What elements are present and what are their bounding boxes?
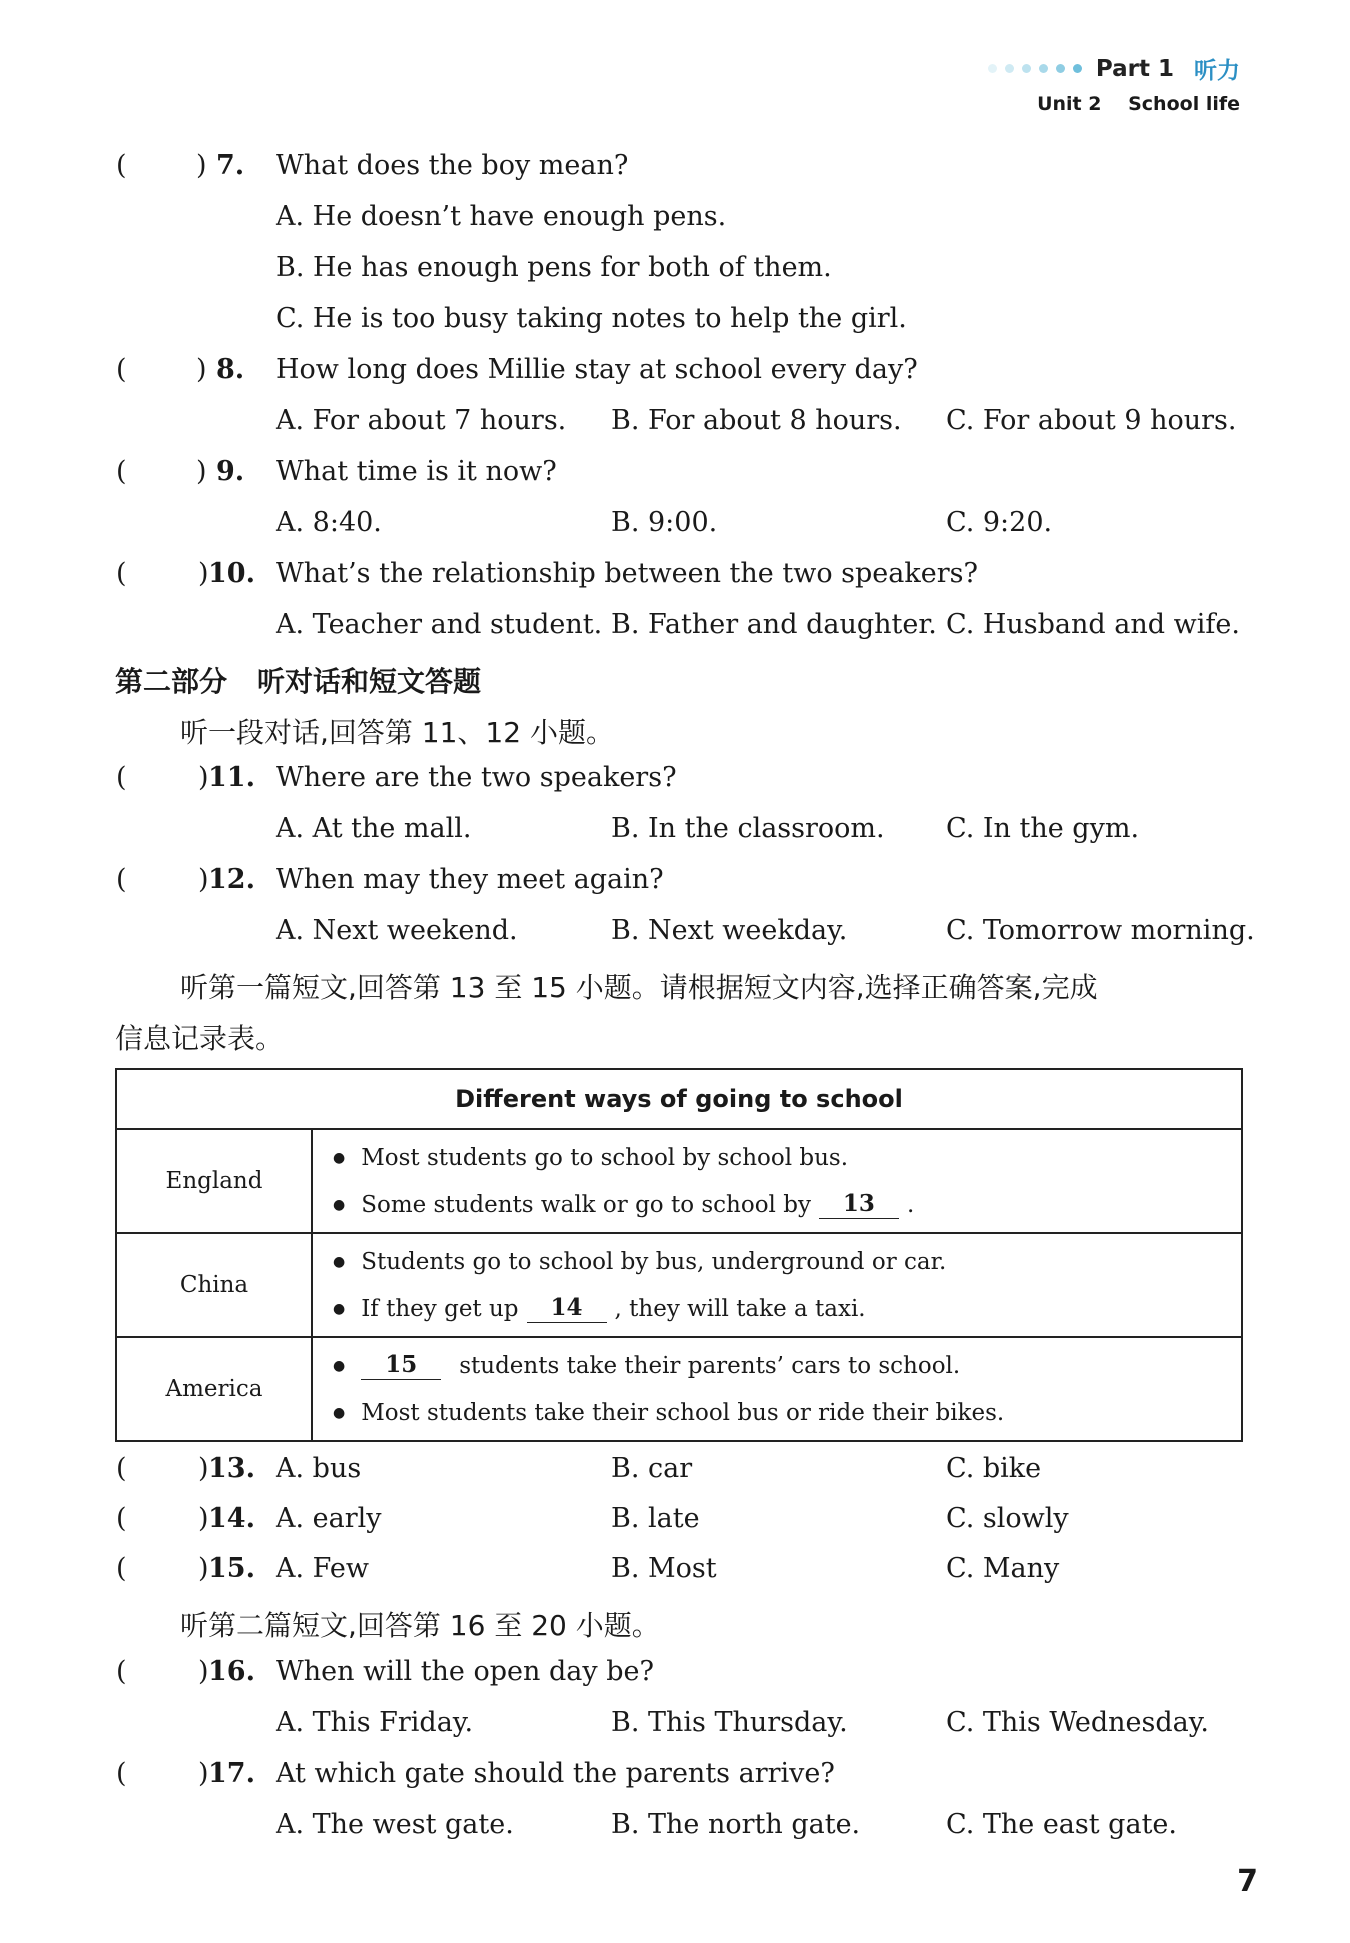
option-a: A. The west gate.: [276, 1809, 514, 1840]
answer-paren-close: ): [198, 864, 209, 895]
option-a: A. early: [276, 1503, 382, 1534]
option-a: A. Teacher and student.: [276, 609, 603, 640]
question-number: 17.: [208, 1758, 255, 1789]
decorative-dots: [988, 64, 1082, 73]
section-heading: 听对话和短文答题: [257, 665, 482, 698]
answer-paren-open: (: [116, 1656, 127, 1687]
section-label: 第二部分: [115, 665, 228, 698]
question-text: What does the boy mean?: [276, 150, 629, 181]
answer-paren-open: (: [116, 864, 127, 895]
bullet-item: [333, 1181, 1221, 1228]
option-c: C. This Wednesday.: [946, 1707, 1209, 1738]
bullet-item: [333, 1342, 1221, 1389]
table-row: [116, 1129, 1242, 1233]
answer-paren-close: ): [196, 354, 207, 385]
answer-paren-close: ): [198, 762, 209, 793]
bullet-text: ● Most students take their school bus or ride their bikes.: [361, 1399, 1005, 1426]
option-b: B. In the classroom.: [611, 813, 885, 844]
bullet-text-tail: , they will take a taxi.: [614, 1295, 866, 1322]
answer-paren-close: ): [198, 1656, 209, 1687]
bullet-text: ● Some students walk or go to school by: [361, 1191, 811, 1218]
option-c: C. Tomorrow morning.: [946, 915, 1255, 946]
header-unit: Unit 2: [1037, 93, 1102, 115]
option-c: C. The east gate.: [946, 1809, 1177, 1840]
country-cell: America: [116, 1337, 312, 1441]
question-number: 9.: [216, 456, 245, 487]
question-text: What time is it now?: [276, 456, 557, 487]
header-unit-title: School life: [1128, 93, 1240, 115]
option-c: C. Many: [946, 1553, 1060, 1584]
option-a: A. At the mall.: [276, 813, 472, 844]
bullet-item: [333, 1238, 1221, 1285]
bullet-item: [333, 1134, 1221, 1181]
option-c: C. slowly: [946, 1503, 1069, 1534]
info-cell: [312, 1129, 1242, 1233]
option-b: B. car: [611, 1453, 693, 1484]
option-c: C. He is too busy taking notes to help the girl.: [276, 303, 907, 334]
question-text: When may they meet again?: [276, 864, 664, 895]
option-b: B. The north gate.: [611, 1809, 861, 1840]
option-c: C. Husband and wife.: [946, 609, 1240, 640]
blank-14: 14: [527, 1294, 607, 1323]
section-title: [115, 660, 481, 700]
question-number: 8.: [216, 354, 245, 385]
question-text: When will the open day be?: [276, 1656, 654, 1687]
answer-paren-open: (: [116, 1553, 127, 1584]
option-b: B. Most: [611, 1553, 717, 1584]
option-b: B. Father and daughter.: [611, 609, 937, 640]
option-b: B. He has enough pens for both of them.: [276, 252, 832, 283]
option-a: A. 8:40.: [276, 507, 382, 538]
answer-paren-close: ): [198, 558, 209, 589]
option-b: B. Next weekday.: [611, 915, 848, 946]
bullet-item: [333, 1389, 1221, 1436]
option-b: B. late: [611, 1503, 700, 1534]
question-number: 10.: [208, 558, 255, 589]
bullet-text: ● If they get up: [361, 1295, 519, 1322]
table-row: [116, 1337, 1242, 1441]
instruction-2-line1: 听第一篇短文,回答第 13 至 15 小题。请根据短文内容,选择正确答案,完成: [180, 971, 1098, 1004]
option-a: A. He doesn’t have enough pens.: [276, 201, 727, 232]
header-part: Part 1: [1095, 55, 1174, 82]
answer-paren-open: (: [116, 456, 127, 487]
answer-paren-close: ): [198, 1453, 209, 1484]
answer-paren-open: (: [116, 1453, 127, 1484]
bullet-text: ● Most students go to school by school bus.: [361, 1144, 849, 1171]
option-c: C. For about 9 hours.: [946, 405, 1237, 436]
answer-paren-open: (: [116, 558, 127, 589]
bullet-text: ● Students go to school by bus, underground or car.: [361, 1248, 947, 1275]
answer-paren-close: ): [196, 456, 207, 487]
answer-paren-close: ): [198, 1758, 209, 1789]
question-number: 16.: [208, 1656, 255, 1687]
option-a: A. Few: [276, 1553, 370, 1584]
question-number: 11.: [208, 762, 255, 793]
question-number: 7.: [216, 150, 245, 181]
bullet-text-tail: .: [906, 1191, 915, 1218]
option-c: C. bike: [946, 1453, 1042, 1484]
blank-15: ● 15: [361, 1351, 441, 1380]
option-c: C. In the gym.: [946, 813, 1140, 844]
table-row: [116, 1233, 1242, 1337]
option-a: A. bus: [276, 1453, 362, 1484]
info-cell: [312, 1233, 1242, 1337]
option-b: B. 9:00.: [611, 507, 718, 538]
option-b: B. For about 8 hours.: [611, 405, 902, 436]
option-a: A. For about 7 hours.: [276, 405, 567, 436]
answer-paren-close: ): [198, 1503, 209, 1534]
info-cell: [312, 1337, 1242, 1441]
answer-paren-open: (: [116, 1503, 127, 1534]
question-text: Where are the two speakers?: [276, 762, 677, 793]
option-b: B. This Thursday.: [611, 1707, 848, 1738]
header-section: 听力: [1194, 58, 1240, 84]
option-a: A. This Friday.: [276, 1707, 474, 1738]
answer-paren-open: (: [116, 1758, 127, 1789]
country-cell: England: [116, 1129, 312, 1233]
question-text: How long does Millie stay at school every day?: [276, 354, 918, 385]
answer-paren-close: ): [198, 1553, 209, 1584]
page-header: [988, 52, 1240, 115]
instruction-2-line2: 信息记录表。: [115, 1022, 284, 1055]
instruction-1: 听一段对话,回答第 11、12 小题。: [180, 716, 614, 749]
country-cell: China: [116, 1233, 312, 1337]
question-number: 13.: [208, 1453, 255, 1484]
page-number: 7: [1237, 1864, 1258, 1899]
instruction-3: 听第二篇短文,回答第 16 至 20 小题。: [180, 1609, 660, 1642]
question-number: 14.: [208, 1503, 255, 1534]
blank-13: 13: [819, 1190, 899, 1219]
question-text: At which gate should the parents arrive?: [276, 1758, 835, 1789]
answer-paren-open: (: [116, 354, 127, 385]
option-c: C. 9:20.: [946, 507, 1053, 538]
bullet-item: [333, 1285, 1221, 1332]
bullet-text: students take their parents’ cars to school.: [459, 1352, 961, 1379]
info-record-table: [115, 1068, 1243, 1442]
option-a: A. Next weekend.: [276, 915, 518, 946]
question-number: 15.: [208, 1553, 255, 1584]
answer-paren-close: ): [196, 150, 207, 181]
answer-paren-open: (: [116, 762, 127, 793]
answer-paren-open: (: [116, 150, 127, 181]
question-number: 12.: [208, 864, 255, 895]
table-title: Different ways of going to school: [116, 1069, 1242, 1129]
question-text: What’s the relationship between the two speakers?: [276, 558, 978, 589]
